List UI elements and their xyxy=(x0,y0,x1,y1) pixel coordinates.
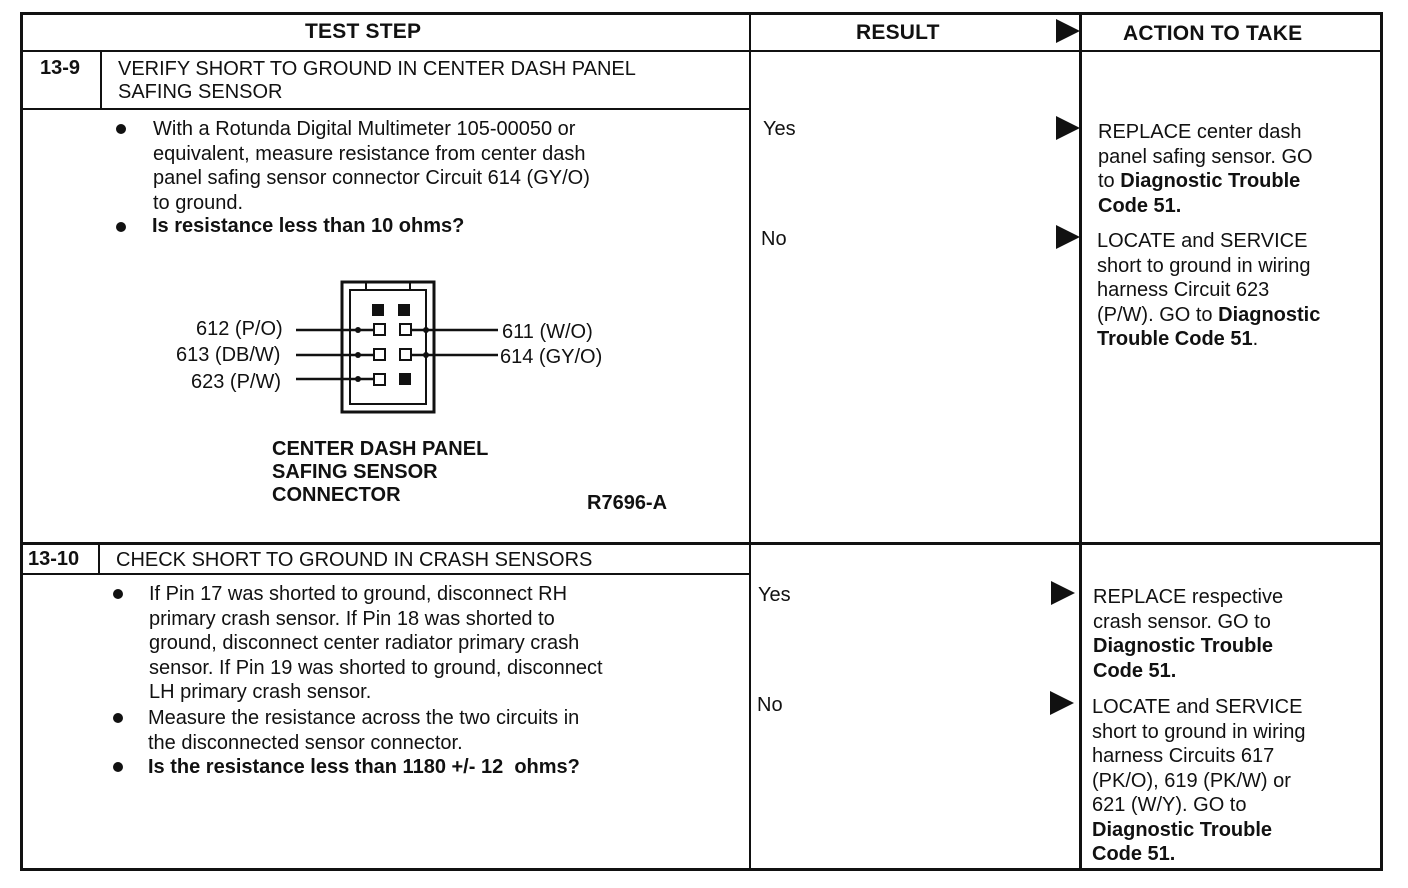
pin-label: 613 (DB/W) xyxy=(176,344,281,366)
step-title-line: CHECK SHORT TO GROUND IN CRASH SENSORS xyxy=(116,549,593,571)
action-line: REPLACE respective xyxy=(1093,586,1284,608)
instruction-line: Measure the resistance across the two circuits in xyxy=(148,707,580,729)
action-line: REPLACE center dash xyxy=(1098,121,1302,143)
action-line: LOCATE and SERVICE xyxy=(1092,696,1303,718)
arrow-icon xyxy=(1051,581,1075,605)
pin-label: 612 (P/O) xyxy=(196,318,283,340)
action-line: Code 51. xyxy=(1093,659,1177,682)
action-line: panel safing sensor. GO xyxy=(1098,145,1313,168)
action-line: Code 51. xyxy=(1092,843,1176,865)
action-line: Diagnostic Trouble xyxy=(1092,818,1273,841)
action-line xyxy=(1097,303,1379,328)
action-text xyxy=(1092,695,1372,867)
step-instruction xyxy=(149,582,603,705)
step-instruction xyxy=(153,117,590,215)
bullet-icon xyxy=(116,124,126,134)
step-question: Is resistance less than 10 ohms? xyxy=(152,215,465,237)
step-question: Is the resistance less than 1180 +/- 12 ohms? xyxy=(148,756,580,778)
step-title-line: SAFING SENSOR xyxy=(118,81,283,103)
action-line xyxy=(1098,169,1378,194)
instruction-line: If Pin 17 was shorted to ground, disconnect RH xyxy=(149,583,568,605)
figure-id: R7696-A xyxy=(587,492,668,514)
result-no: No xyxy=(761,228,787,250)
step-number: 13-9 xyxy=(40,57,81,79)
action-text xyxy=(1098,120,1378,218)
pin-label: 614 (GY/O) xyxy=(500,346,603,368)
header-result: RESULT xyxy=(856,21,940,44)
action-line: short to ground in wiring xyxy=(1097,254,1311,277)
header-action: ACTION TO TAKE xyxy=(1123,22,1303,45)
step-title-line: VERIFY SHORT TO GROUND IN CENTER DASH PANEL xyxy=(118,58,636,80)
action-line: harness Circuits 617 xyxy=(1092,745,1275,767)
instruction-line: ground, disconnect center radiator primary crash xyxy=(149,632,580,654)
result-yes: Yes xyxy=(758,584,791,606)
arrow-icon xyxy=(1056,116,1080,140)
instruction-line: to ground. xyxy=(153,191,244,214)
action-text xyxy=(1097,229,1379,352)
action-text xyxy=(1093,585,1373,683)
instruction-line: primary crash sensor. If Pin 18 was shorted to xyxy=(149,607,555,630)
bullet-icon xyxy=(113,713,123,723)
caption-line: CENTER DASH PANEL xyxy=(272,438,489,460)
action-link: Trouble Code 51 xyxy=(1097,328,1253,350)
instruction-line: equivalent, measure resistance from center dash xyxy=(153,142,586,165)
instruction-line: the disconnected sensor connector. xyxy=(148,731,463,754)
action-line: harness Circuit 623 xyxy=(1097,279,1270,301)
action-line: crash sensor. GO to xyxy=(1093,610,1271,633)
step-instruction xyxy=(148,706,579,755)
instruction-line: panel safing sensor connector Circuit 614 (GY/O) xyxy=(153,167,590,189)
arrow-icon xyxy=(1056,225,1080,249)
caption-line: SAFING SENSOR xyxy=(272,461,438,483)
action-line xyxy=(1097,327,1379,352)
pin-label: 611 (W/O) xyxy=(502,321,593,343)
action-segment: (P/W). GO to xyxy=(1097,303,1219,326)
action-line: 621 (W/Y). GO to xyxy=(1092,794,1247,816)
action-line: LOCATE and SERVICE xyxy=(1097,230,1308,252)
result-yes: Yes xyxy=(763,118,796,140)
action-segment: to xyxy=(1098,170,1121,192)
caption-line: CONNECTOR xyxy=(272,484,401,506)
step-number: 13-10 xyxy=(28,548,80,570)
action-line: short to ground in wiring xyxy=(1092,720,1306,743)
bullet-icon xyxy=(116,222,126,232)
diagram-caption xyxy=(272,438,488,507)
action-link: Diagnostic Trouble xyxy=(1120,170,1301,192)
header-test-step: TEST STEP xyxy=(305,20,422,43)
instruction-line: With a Rotunda Digital Multimeter 105-00050 or xyxy=(153,118,576,140)
bullet-icon xyxy=(113,589,123,599)
action-link: Diagnostic xyxy=(1218,303,1321,326)
result-no: No xyxy=(757,694,783,716)
action-segment: . xyxy=(1252,328,1259,350)
action-line: Code 51. xyxy=(1098,194,1182,217)
instruction-line: LH primary crash sensor. xyxy=(149,681,372,703)
instruction-line: sensor. If Pin 19 was shorted to ground, disconnect xyxy=(149,656,603,679)
action-line: (PK/O), 619 (PK/W) or xyxy=(1092,769,1291,792)
arrow-icon xyxy=(1056,19,1080,43)
pin-label: 623 (P/W) xyxy=(191,371,282,393)
bullet-icon xyxy=(113,762,123,772)
arrow-icon xyxy=(1050,691,1074,715)
action-line: Diagnostic Trouble xyxy=(1093,635,1274,657)
